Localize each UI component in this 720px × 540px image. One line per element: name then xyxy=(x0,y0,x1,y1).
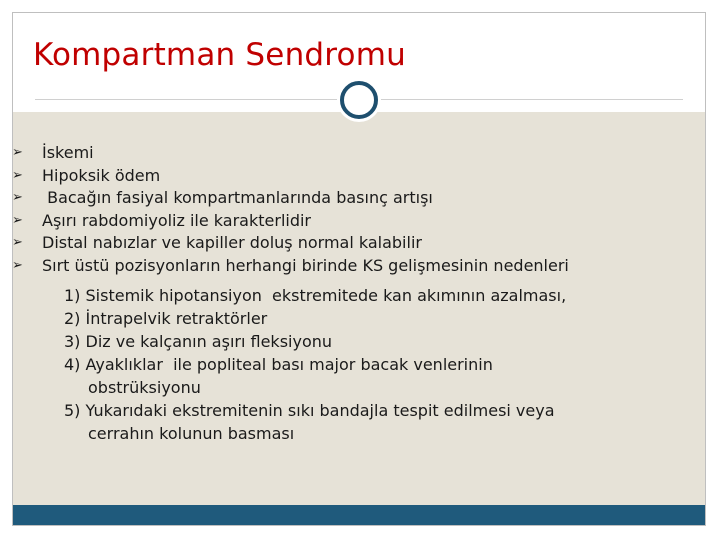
arrow-bullet-icon: ➢ xyxy=(12,167,23,183)
cause-text: 2) İntrapelvik retraktörler xyxy=(64,309,268,328)
arrow-bullet-icon: ➢ xyxy=(12,212,23,228)
bullet-text: Bacağın fasiyal kompartmanlarında basınç artışı xyxy=(42,188,433,207)
bullet-item xyxy=(10,142,569,165)
bullet-item xyxy=(10,255,569,278)
slide-title: Kompartman Sendromu xyxy=(33,37,406,73)
arrow-bullet-icon: ➢ xyxy=(12,257,23,273)
bullet-item xyxy=(10,210,569,233)
arrow-bullet-icon: ➢ xyxy=(12,190,23,205)
bullet-text: Aşırı rabdomiyoliz ile karakterlidir xyxy=(42,210,312,230)
cause-list xyxy=(64,284,566,445)
cause-item xyxy=(64,399,566,445)
cause-text: 3) Diz ve kalçanın aşırı fleksiyonu xyxy=(64,332,333,351)
cause-text: 1) Sistemik hipotansiyon ekstremitede kan akımının azalması, xyxy=(64,286,567,305)
cause-text-continued: cerrahın kolunun basması xyxy=(88,424,295,443)
bullet-item xyxy=(10,232,569,255)
cause-text-continued: obstrüksiyonu xyxy=(88,378,201,397)
bullet-item xyxy=(10,165,569,188)
cause-item xyxy=(64,353,566,399)
cause-item xyxy=(64,330,566,353)
cause-item xyxy=(64,307,566,330)
arrow-bullet-icon: ➢ xyxy=(12,145,23,160)
arrow-bullet-icon: ➢ xyxy=(12,235,23,250)
ring-ornament-icon xyxy=(340,81,378,119)
bullet-text: İskemi xyxy=(42,143,94,162)
bullet-text: Sırt üstü pozisyonların herhangi birinde KS gelişmesinin nedenleri xyxy=(42,255,569,275)
footer-bar xyxy=(13,505,705,525)
bullet-list xyxy=(10,142,569,277)
cause-text: 4) Ayaklıklar ile popliteal bası major bacak venlerinin xyxy=(64,355,493,374)
bullet-item xyxy=(10,187,569,210)
bullet-text: Hipoksik ödem xyxy=(42,165,161,185)
cause-item xyxy=(64,284,566,307)
cause-text: 5) Yukarıdaki ekstremitenin sıkı bandajla tespit edilmesi veya xyxy=(64,401,555,420)
bullet-text: Distal nabızlar ve kapiller doluş normal kalabilir xyxy=(42,233,422,252)
